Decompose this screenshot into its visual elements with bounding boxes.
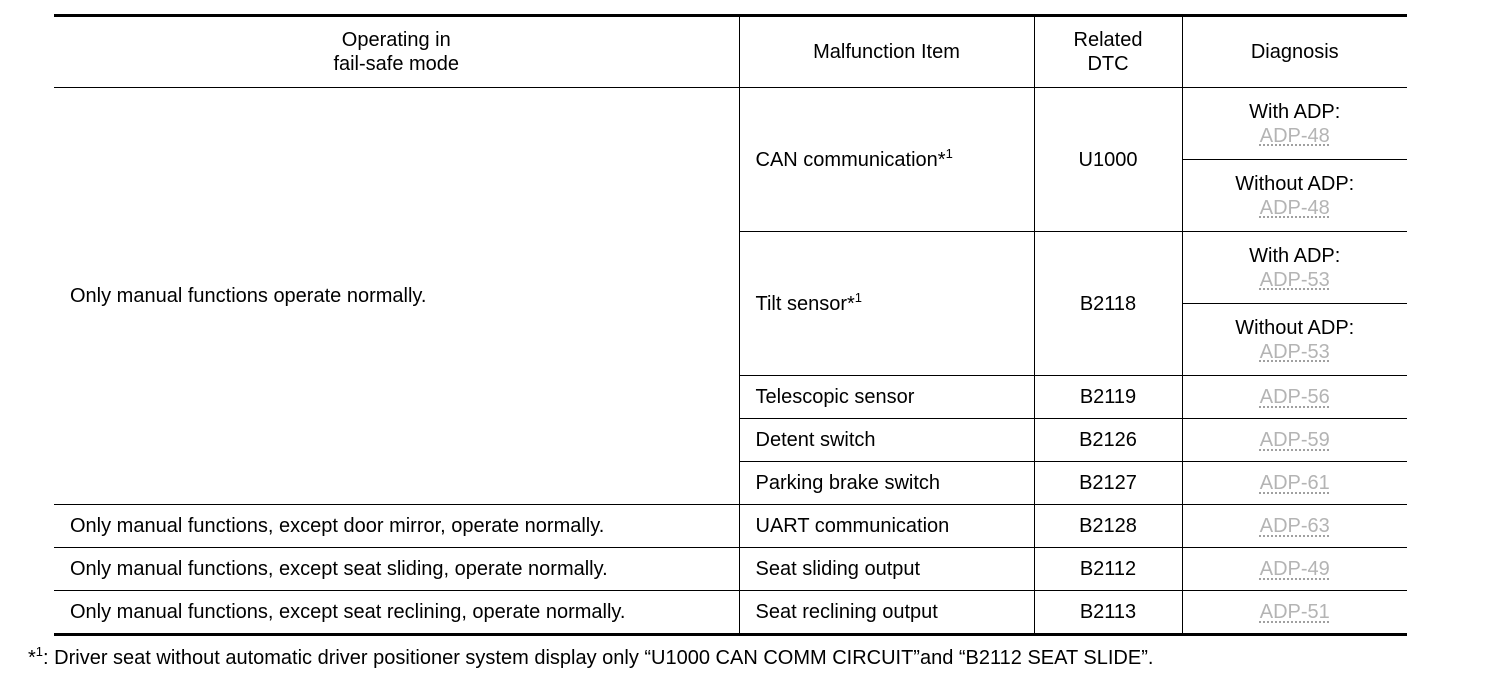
table-row: [54, 505, 1407, 548]
footnote: *$^1$: Driver seat without automatic driver positioner system display only “U1000 CAN COMM CIRCUIT”and “B2112 SEAT SLIDE”.: [28, 644, 1154, 669]
table-row: [54, 88, 1407, 160]
dtc-code: B2118: [1034, 232, 1182, 376]
diagnosis-link[interactable]: ADP-53: [1259, 340, 1330, 363]
table-row: [54, 591, 1407, 635]
dtc-code: B2127: [1034, 462, 1182, 505]
dtc-code: U1000: [1034, 88, 1182, 232]
dtc-code: B2126: [1034, 419, 1182, 462]
mode-cell: Only manual functions, except door mirror, operate normally.: [54, 505, 739, 548]
diagnosis-cell: [1182, 505, 1407, 548]
dtc-code: B2119: [1034, 376, 1182, 419]
malfunction-item: Detent switch: [739, 419, 1034, 462]
diagnosis-link[interactable]: ADP-48: [1259, 124, 1330, 147]
header-row: [54, 16, 1407, 88]
diagnosis-link[interactable]: ADP-48: [1259, 196, 1330, 219]
diagnosis-cell: [1182, 376, 1407, 419]
diagnosis-cell: [1182, 591, 1407, 635]
mode-cell: Only manual functions, except seat reclining, operate normally.: [54, 591, 739, 635]
malfunction-item: Seat reclining output: [739, 591, 1034, 635]
diagnosis-link[interactable]: ADP-51: [1259, 601, 1330, 623]
mode-cell: Only manual functions, except seat sliding, operate normally.: [54, 548, 739, 591]
dtc-code: B2128: [1034, 505, 1182, 548]
malfunction-item: Telescopic sensor: [739, 376, 1034, 419]
diagnosis-link[interactable]: ADP-61: [1259, 472, 1330, 494]
diagnosis-cell: [1182, 462, 1407, 505]
diagnosis-cell: Without ADP: ADP-48: [1182, 160, 1407, 232]
diagnosis-cell: With ADP: ADP-53: [1182, 232, 1407, 304]
header-related-dtc: Related DTC: [1034, 16, 1182, 88]
malfunction-item: Seat sliding output: [739, 548, 1034, 591]
dtc-code: B2112: [1034, 548, 1182, 591]
malfunction-item: UART communication: [739, 505, 1034, 548]
diagnosis-link[interactable]: ADP-59: [1259, 429, 1330, 451]
malfunction-item: Parking brake switch: [739, 462, 1034, 505]
malfunction-item: Tilt sensor*$^1$: [739, 232, 1034, 376]
diagnosis-link[interactable]: ADP-56: [1259, 386, 1330, 408]
fail-safe-table: [54, 14, 1407, 636]
diagnosis-cell: Without ADP: ADP-53: [1182, 304, 1407, 376]
dtc-code: B2113: [1034, 591, 1182, 635]
mode-cell: Only manual functions operate normally.: [54, 88, 739, 505]
diagnosis-cell: [1182, 419, 1407, 462]
malfunction-item: CAN communication*$^1$: [739, 88, 1034, 232]
header-fail-safe-mode: Operating in fail-safe mode: [54, 16, 739, 88]
header-malfunction-item: Malfunction Item: [739, 16, 1034, 88]
diagnosis-cell: With ADP: ADP-48: [1182, 88, 1407, 160]
diagnosis-link[interactable]: ADP-53: [1259, 268, 1330, 291]
diagnosis-link[interactable]: ADP-63: [1259, 515, 1330, 537]
diagnosis-cell: [1182, 548, 1407, 591]
diagnosis-link[interactable]: ADP-49: [1259, 558, 1330, 580]
header-diagnosis: Diagnosis: [1182, 16, 1407, 88]
table-row: [54, 548, 1407, 591]
